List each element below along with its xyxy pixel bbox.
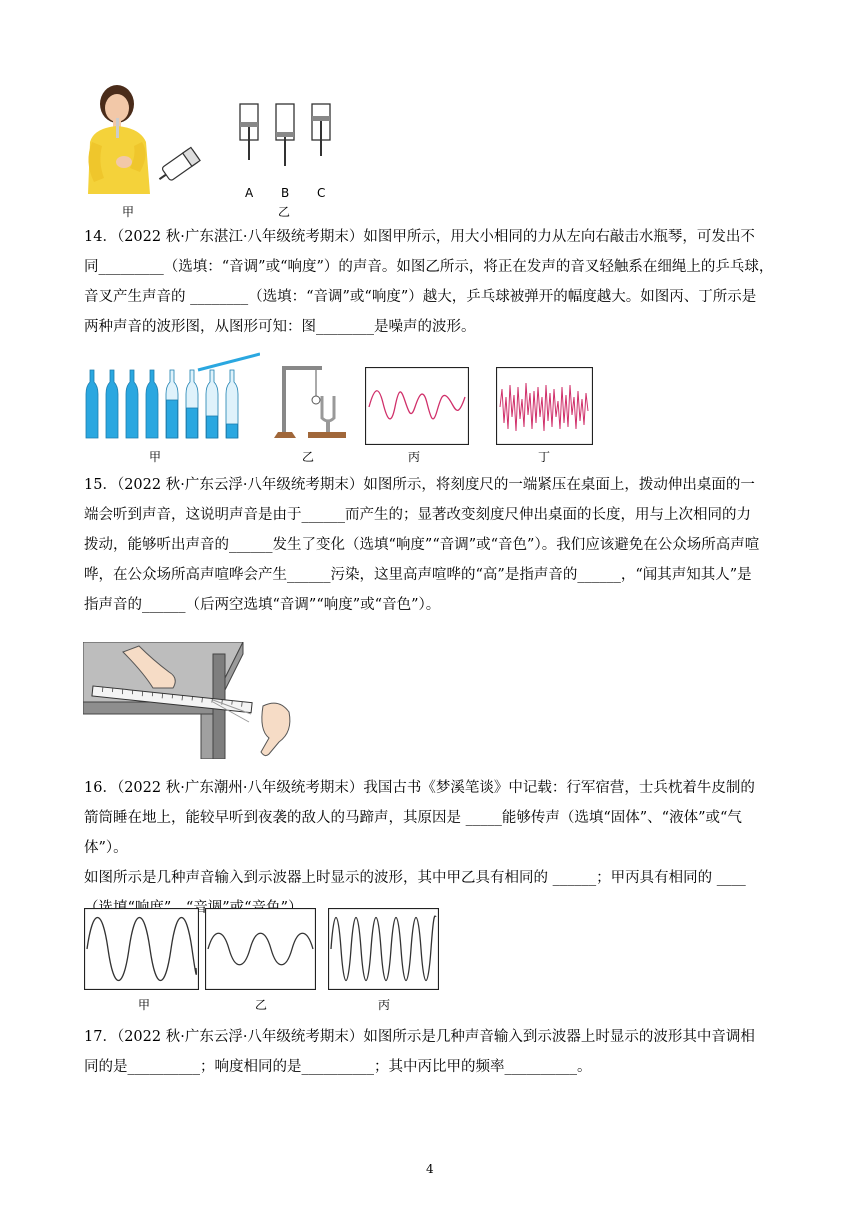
q16-line-3: 如图所示是几种声音输入到示波器上时显示的波形，其中甲乙具有相同的 ______；甲丙具有相同的 ____ [84, 870, 746, 886]
q14-label-jia: 甲 [149, 450, 162, 464]
q14-line-2: 同_________（选填：“音调”或“响度”）的声音。如图乙所示，将正在发声的音叉轻触系在细绳上的乒乓球， [84, 259, 774, 275]
q14-label-ding: 丁 [538, 450, 551, 464]
q15-line-5: 指声音的______（后两空选填“音调”“响度”或“音色”）。 [84, 597, 441, 613]
q15-line-4: 哗，在公众场所高声喧哗会产生______污染，这里高声喧哗的“高”是指声音的______，“闻其声知其人”是 [84, 567, 752, 583]
q14-label-yi: 乙 [302, 450, 315, 464]
top-label-yi: 乙 [278, 205, 291, 219]
q14-line-4: 两种声音的波形图，从图形可知：图________是噪声的波形。 [84, 319, 476, 335]
q16-label-jia: 甲 [138, 998, 151, 1012]
girl-blowing-figure [84, 82, 214, 197]
question-16 [84, 773, 784, 923]
oscilloscope-wave-bing [328, 908, 439, 990]
q17-line-2: 同的是__________；响度相同的是__________；其中丙比甲的频率__________。 [84, 1059, 592, 1075]
top-label-jia: 甲 [122, 205, 135, 219]
tuning-fork-figure [272, 362, 347, 442]
tube-label-b: B [281, 186, 290, 200]
q16-line-1: 16．（2022 秋·广东潮州·八年级统考期末）我国古书《梦溪笔谈》中记载：行军宿营，士兵枕着牛皮制的 [84, 780, 755, 796]
q14-label-bing: 丙 [408, 450, 421, 464]
q16-label-bing: 丙 [378, 998, 391, 1012]
noise-wave-ding [496, 367, 593, 445]
q14-line-3: 音叉产生声音的 ________（选填：“音调”或“响度”）越大，乒乓球被弹开的幅度越大。如图丙、丁所示是 [84, 289, 757, 305]
question-14 [84, 222, 784, 342]
question-15 [84, 470, 784, 620]
noise-wave-bing [365, 367, 469, 445]
tubes-figure [232, 100, 342, 170]
ruler-on-table-figure [83, 642, 298, 759]
q15-line-3: 拨动，能够听出声音的______发生了变化（选填“响度”“音调”或“音色”）。我们应该避免在公众场所高声喧 [84, 537, 760, 553]
oscilloscope-wave-jia [84, 908, 199, 990]
q15-line-2: 端会听到声音，这说明声音是由于______而产生的；显著改变刻度尺伸出桌面的长度，用与上次相同的力 [84, 507, 751, 523]
tube-label-a: A [245, 186, 254, 200]
oscilloscope-wave-yi [205, 908, 316, 990]
question-17 [84, 1022, 784, 1082]
q14-line-1: 14．（2022 秋·广东湛江·八年级统考期末）如图甲所示，用大小相同的力从左向右敲击水瓶琴，可发出不 [84, 229, 755, 245]
q17-line-1: 17．（2022 秋·广东云浮·八年级统考期末）如图所示是几种声音输入到示波器上时显示的波形其中音调相 [84, 1029, 755, 1045]
q15-line-1: 15．（2022 秋·广东云浮·八年级统考期末）如图所示，将刻度尺的一端紧压在桌面上，拨动伸出桌面的一 [84, 477, 755, 493]
water-bottles-figure [80, 350, 260, 442]
q16-line-2: 箭筒睡在地上，能较早听到夜袭的敌人的马蹄声，其原因是 _____能够传声（选填“固体”、“液体”或“气体”）。 [84, 810, 742, 856]
page-number: 4 [426, 1162, 434, 1176]
tube-label-c: C [317, 186, 326, 200]
q16-label-yi: 乙 [255, 998, 268, 1012]
